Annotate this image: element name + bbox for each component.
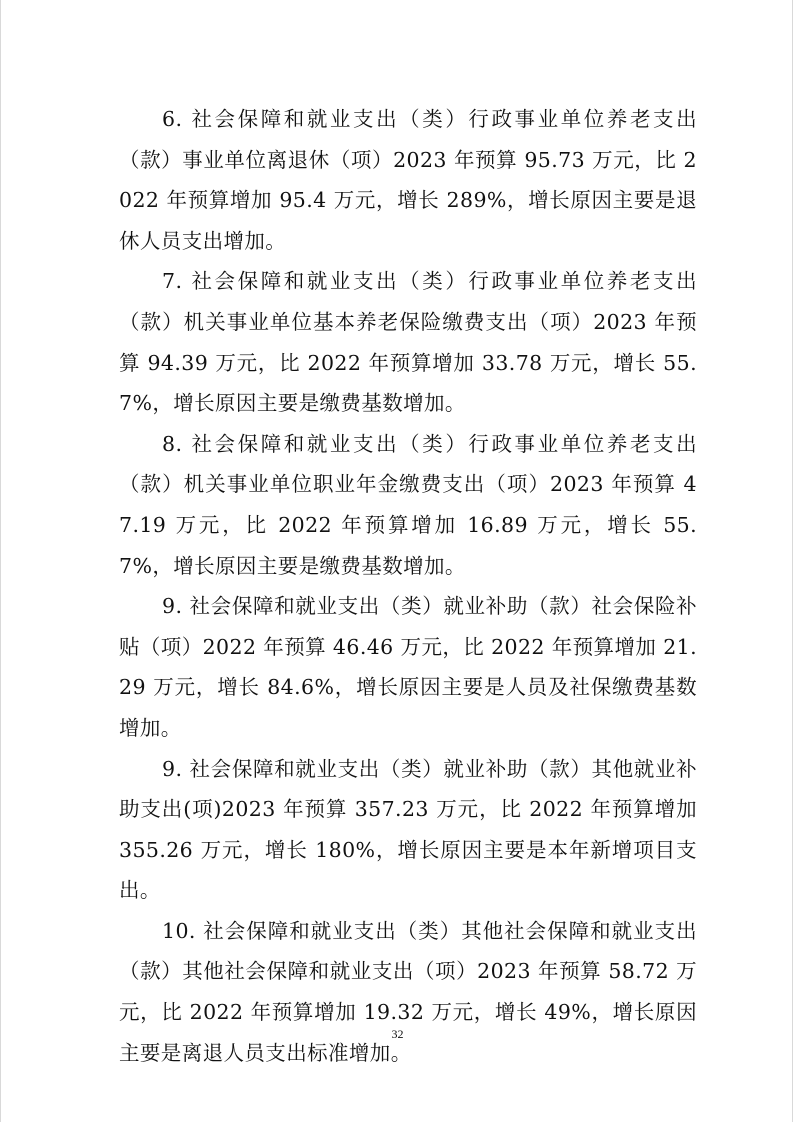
paragraph-item-6: 6. 社会保障和就业支出（类）行政事业单位养老支出（款）事业单位离退休（项）2023 年预算 95.73 万元，比 2022 年预算增加 95.4 万元，增长 289%，增长原因主要是退休人员支出增加。 (119, 107, 697, 253)
page-number: 32 (391, 1027, 404, 1041)
paragraph-item-9a: 9. 社会保障和就业支出（类）就业补助（款）社会保险补贴（项）2022 年预算 46.46 万元，比 2022 年预算增加 21.29 万元，增长 84.6%，增长原因主要是人员及社保缴费基数增加。 (119, 594, 697, 740)
paragraph-item-7: 7. 社会保障和就业支出（类）行政事业单位养老支出（款）机关事业单位基本养老保险缴费支出（项）2023 年预算 94.39 万元，比 2022 年预算增加 33.78 万元，增长 55.7%，增长原因主要是缴费基数增加。 (119, 269, 697, 416)
document-body (119, 99, 697, 1073)
paragraph-item-8: 8. 社会保障和就业支出（类）行政事业单位养老支出（款）机关事业单位职业年金缴费支出（项）2023 年预算 47.19 万元，比 2022 年预算增加 16.89 万元，增长 55.7%，增长原因主要是缴费基数增加。 (119, 431, 697, 578)
paragraph-item-9b: 9. 社会保障和就业支出（类）就业补助（款）其他就业补助支出(项)2023 年预算 357.23 万元，比 2022 年预算增加 355.26 万元，增长 180%，增长原因主要是本年新增项目支出。 (119, 756, 697, 903)
paragraph-item-10: 10. 社会保障和就业支出（类）其他社会保障和就业支出（款）其他社会保障和就业支出（项）2023 年预算 58.72 万元，比 2022 年预算增加 19.32 万元，增长 49%，增长原因主要是离退人员支出标准增加。 (119, 918, 697, 1065)
